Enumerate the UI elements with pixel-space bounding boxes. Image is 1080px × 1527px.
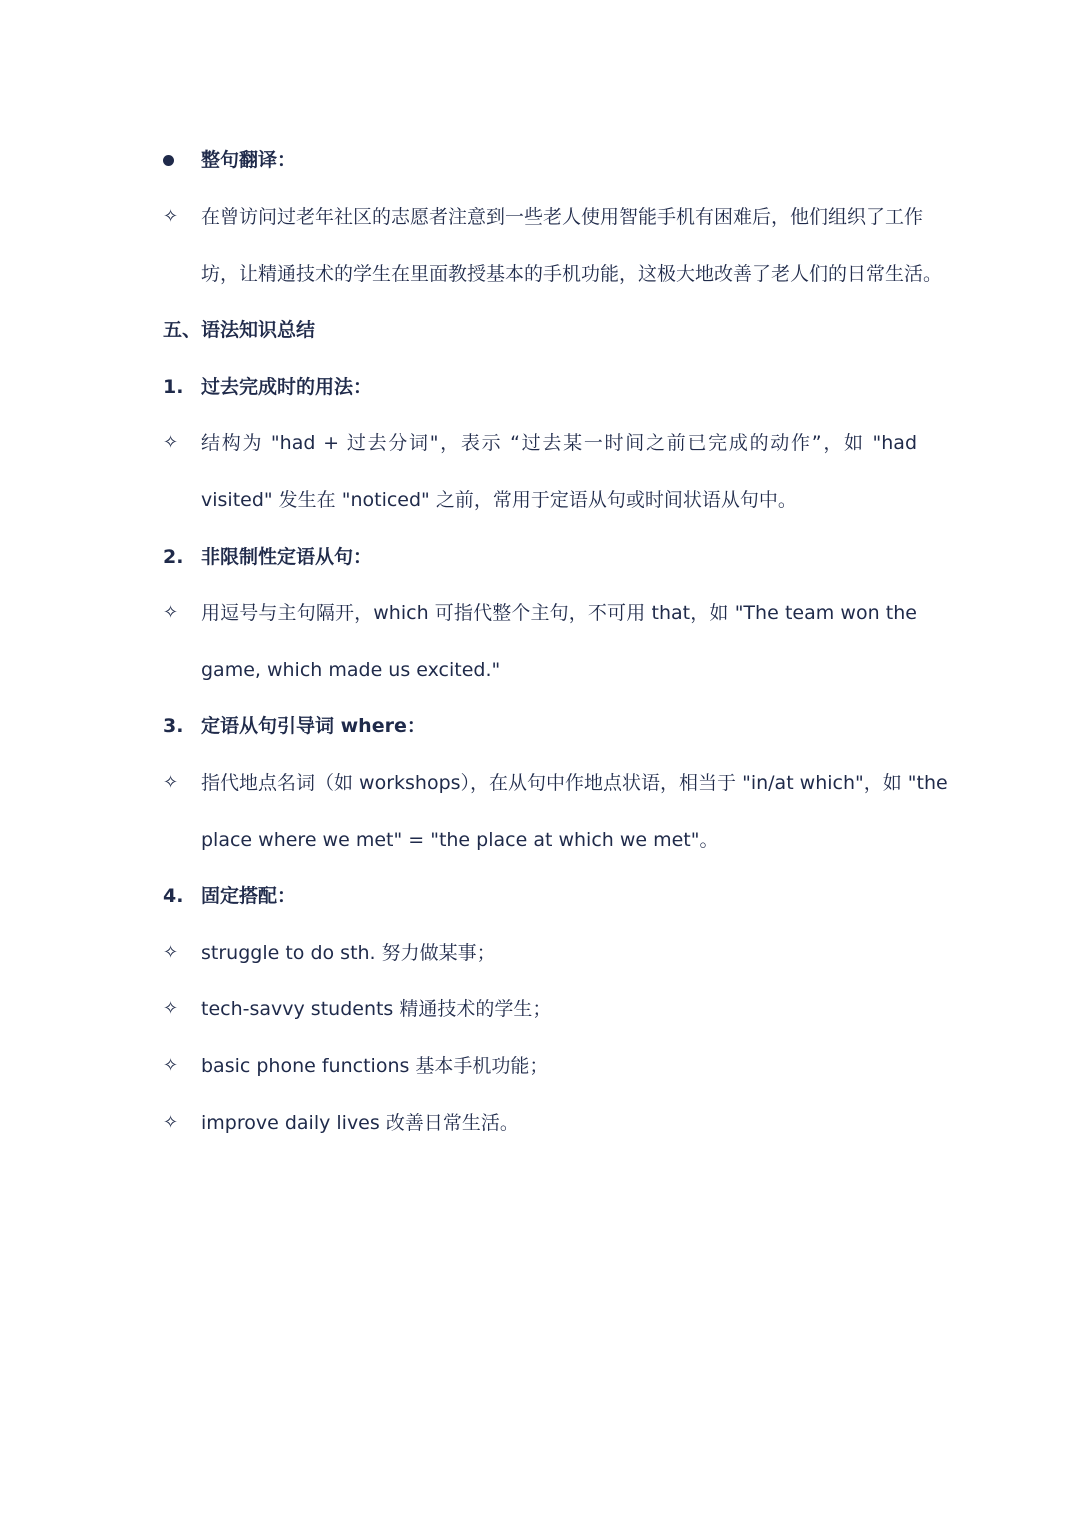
- item3-number: 3.: [163, 715, 184, 737]
- phrase-text-1: struggle to do sth. 努力做某事；: [201, 942, 496, 964]
- translation-text-1: 在曾访问过老年社区的志愿者注意到一些老人使用智能手机有困难后，他们组织了工作: [201, 206, 924, 228]
- star-bullet-icon: ✧: [163, 998, 179, 1019]
- item4-number: 4.: [163, 885, 184, 907]
- item1-title: 过去完成时的用法：: [201, 376, 373, 398]
- bullet-icon: [163, 155, 174, 166]
- item2-number: 2.: [163, 546, 184, 568]
- star-bullet-icon: ✧: [163, 772, 179, 793]
- star-bullet-icon: ✧: [163, 1112, 179, 1133]
- star-bullet-icon: ✧: [163, 206, 179, 227]
- star-bullet-icon: ✧: [163, 1055, 179, 1076]
- item1-text-2: visited" 发生在 "noticed" 之前，常用于定语从句或时间状语从句中。: [201, 489, 797, 511]
- translation-heading-text: 整句翻译：: [201, 149, 297, 171]
- grammar-heading-text: 五、语法知识总结: [163, 319, 316, 341]
- item2-title: 非限制性定语从句：: [201, 546, 373, 568]
- phrase-text-2: tech-savvy students 精通技术的学生；: [201, 998, 552, 1020]
- translation-text-2: 坊，让精通技术的学生在里面教授基本的手机功能，这极大地改善了老人们的日常生活。: [201, 263, 943, 285]
- item3-title: 定语从句引导词 where：: [201, 715, 426, 737]
- phrase-text-3: basic phone functions 基本手机功能；: [201, 1055, 549, 1077]
- item4-title: 固定搭配：: [201, 885, 297, 907]
- item3-text-2: place where we met" = "the place at which we met"。: [201, 829, 719, 851]
- star-bullet-icon: ✧: [163, 942, 179, 963]
- item2-text-1: 用逗号与主句隔开，which 可指代整个主句，不可用 that，如 "The team won the: [201, 602, 917, 624]
- item1-text-1: 结构为 "had + 过去分词"，表示 “过去某一时间之前已完成的动作”，如 "had: [201, 432, 917, 454]
- star-bullet-icon: ✧: [163, 432, 179, 453]
- item3-text-1: 指代地点名词（如 workshops），在从句中作地点状语，相当于 "in/at which"，如 "the: [201, 772, 948, 794]
- item2-text-2: game, which made us excited.": [201, 659, 501, 681]
- phrase-text-4: improve daily lives 改善日常生活。: [201, 1112, 519, 1134]
- star-bullet-icon: ✧: [163, 602, 179, 623]
- item1-number: 1.: [163, 376, 184, 398]
